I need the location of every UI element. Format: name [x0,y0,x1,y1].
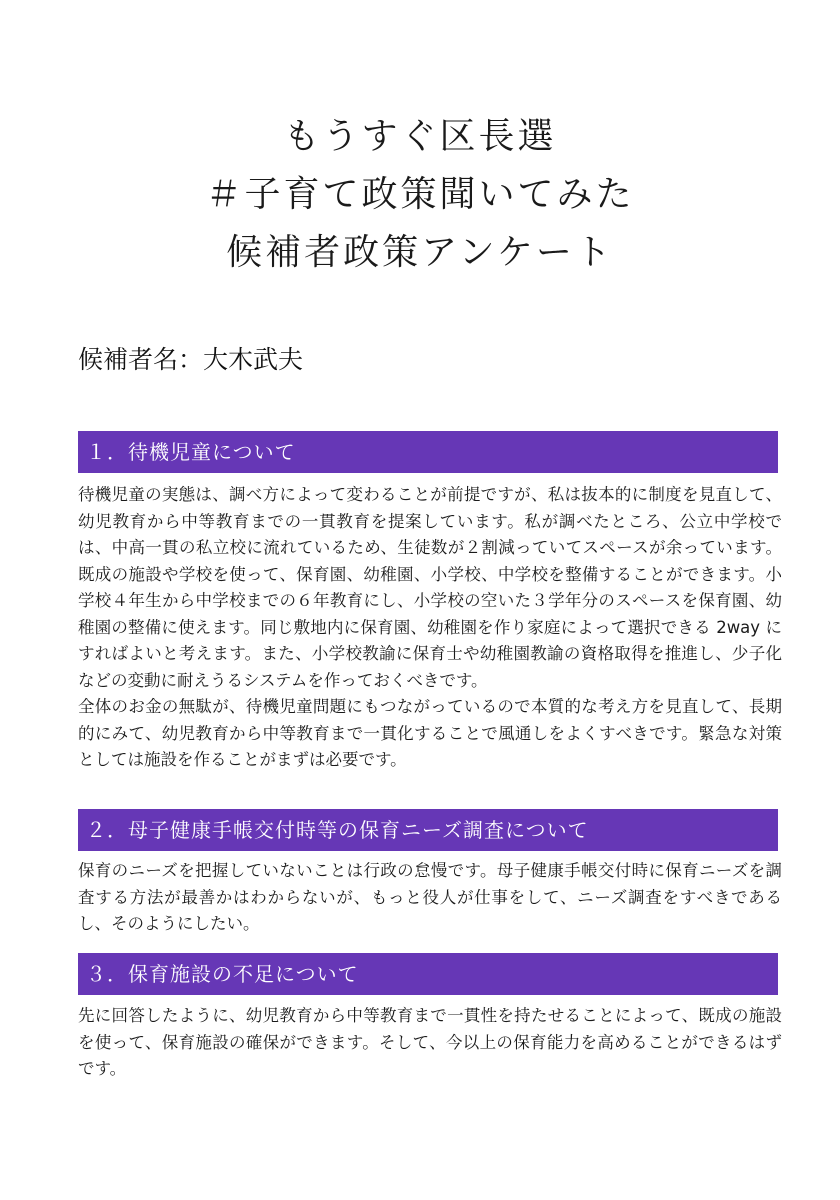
section-paragraph: 先に回答したように、幼児教育から中等教育まで一貫性を持たせることによって、既成の施設を使って、保育施設の確保ができます。そして、今以上の保育能力を高めることができるはずです。 [78,1006,782,1078]
section-heading-waiting-children: １．待機児童について [78,431,778,473]
section-body-facility-shortage [78,1003,782,1083]
section-paragraph: 保育のニーズを把握していないことは行政の怠慢です。母子健康手帳交付時に保育ニーズを調査する方法が最善かはわからないが、もっと役人が仕事をして、ニーズ調査をすべきであるし、そのようにしたい。 [78,861,782,933]
title-line-1: もうすぐ区長選 [283,116,557,157]
section-heading-facility-shortage: ３．保育施設の不足について [78,953,778,995]
title-block [0,108,840,282]
candidate-name: 候補者名：大木武夫 [78,345,304,374]
section-heading-childcare-needs-survey: ２．母子健康手帳交付時等の保育ニーズ調査について [78,809,778,851]
title-line-3: 候補者政策アンケート [226,232,614,273]
section-body-childcare-needs-survey [78,858,782,938]
section-paragraph: 待機児童の実態は、調べ方によって変わることが前提ですが、私は抜本的に制度を見直して、幼児教育から中等教育までの一貫教育を提案しています。私が調べたところ、公立中学校では、中高一貫の私立校に流れているため、生徒数が２割減っていてスペースが余っています。既成の施設や学校を使って、保育園、幼稚園、小学校、中学校を整備することができます。小学校４年生から中学校までの６年教育にし、小学校の空いた３学年分のスペースを保育園、幼稚園の整備に使えます。同じ敷地内に保育園、幼稚園を作り家庭によって選択できる 2way にすればよいと考えます。また、小学校教諭に保育士や幼稚園教諭の資格取得を推進し、少子化などの変動に耐えうるシステムを作っておくべきです。 [78,485,782,690]
section-body-waiting-children [78,482,782,774]
title-line-2: ＃子育て政策聞いてみた [205,174,635,215]
section-paragraph: 全体のお金の無駄が、待機児童問題にもつながっているので本質的な考え方を見直して、長期的にみて、幼児教育から中等教育まで一貫化することで風通しをよくすべきです。緊急な対策としては施設を作ることがまずは必要です。 [78,697,782,769]
